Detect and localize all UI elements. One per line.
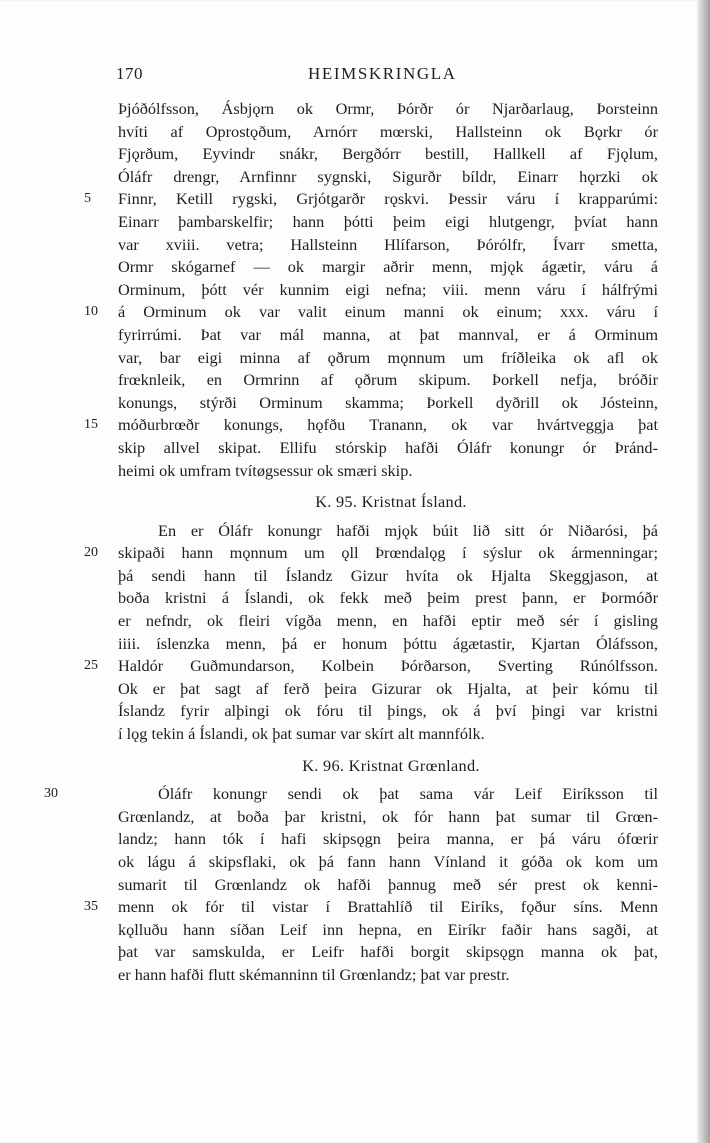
line-number: 15	[84, 417, 98, 433]
text-line: fyrirrúmi. Þat var mál manna, at þat mannval, er á Orminum	[118, 324, 658, 344]
line-number: 10	[84, 304, 98, 320]
text-line: kǫlluðu hann síðan Leif inn hepna, en Eiríkr faðir hans sagði, at	[118, 919, 658, 939]
text-line: Orminum, þótt vér kunnim eigi nefna; viii. menn váru í hálfrými	[118, 279, 658, 299]
line-number: 25	[84, 658, 98, 674]
text-line: Ok er þat sagt af ferð þeira Gizurar ok Hjalta, at þeir kómu til	[118, 678, 658, 698]
page-number: 170	[116, 64, 143, 83]
text-line: Grœnlandz, at boða þar kristni, ok fór hann þat sumar til Grœn-	[118, 806, 658, 826]
text-line: er nefndr, ok fleiri vígða menn, en hafði eptir með sér í gisling	[118, 611, 658, 631]
line-text: menn ok fór til vistar í Brattahlíð til Eiríks, fǫður síns. Menn	[118, 897, 658, 917]
text-line: En er Óláfr konungr hafði mjǫk búit lið sitt ór Niðarósi, þá	[158, 520, 658, 540]
line-text: skipaði hann mǫnnum um ǫll Þrœndalǫg í sýslur ok ármenningar;	[118, 543, 658, 563]
line-text: á Orminum ok var valit einum manni ok einum; xxx. váru í	[118, 302, 658, 322]
text-line: sumarit til Grœnlandz ok hafði þannug með sér prest ok kenni-	[118, 874, 658, 894]
text-line-10	[84, 301, 658, 324]
text-line: boða kristni á Íslandi, ok fekk með þeim prest þann, er Þormóðr	[118, 588, 658, 608]
page-edge-shadow	[700, 0, 710, 1143]
text-line: heimi ok umfram tvítøgsessur ok smæri skip.	[118, 460, 413, 480]
section-greenland	[44, 783, 658, 986]
text-block	[44, 98, 658, 987]
line-text: móðurbrœðr konungs, hǫfðu Tranann, ok var hvártveggja þat	[118, 415, 658, 435]
text-line: frœknleik, en Ormrinn af ǫðrum skipum. Þorkell nefja, bróðir	[118, 370, 658, 390]
text-line: hvíti af Oprostǫðum, Arnórr mœrski, Hallsteinn ok Bǫrkr ór	[118, 121, 658, 141]
text-line: skip allvel skipat. Ellifu stórskip hafði Óláfr konungr ór Þránd-	[118, 437, 658, 457]
text-line: er hann hafði flutt skémanninn til Grœnlandz; þat var prestr.	[118, 964, 510, 984]
text-line: iiii. íslenzka menn, þá er honum þóttu ágætastir, Kjartan Óláfsson,	[118, 633, 658, 653]
text-line-5	[84, 188, 658, 211]
line-number: 5	[84, 191, 91, 207]
line-number: 30	[44, 786, 58, 802]
text-line-25	[84, 655, 658, 678]
chapter-heading: K. 95. Kristnat Ísland.	[315, 492, 467, 512]
running-title: HEIMSKRINGLA	[308, 64, 457, 83]
section-iceland	[84, 520, 658, 746]
text-line-30	[44, 783, 658, 806]
text-line: Óláfr drengr, Arnfinnr sygnski, Sigurðr bíldr, Einarr hǫrzki ok	[118, 166, 658, 186]
text-line: þá sendi hann til Íslandz Gizur hvíta ok Hjalta Skeggjason, at	[118, 565, 658, 585]
text-line: var, bar eigi minna af ǫðrum mǫnnum um fríðleika ok afl ok	[118, 347, 658, 367]
line-text: Óláfr konungr sendi ok þat sama vár Leif Eiríksson til	[158, 784, 658, 804]
text-line: konungs, stýrði Orminum skamma; Þorkell dyðrill ok Jósteinn,	[118, 392, 658, 412]
text-line: Þjóðólfsson, Ásbjǫrn ok Ormr, Þórðr ór Njarðarlaug, Þorsteinn	[118, 99, 658, 118]
text-line: þat var samskulda, er Leifr hafði borgit skipsǫgn manna ok þat,	[118, 942, 658, 962]
text-line: Ormr skógarnef — ok margir aðrir menn, mjǫk ágætir, váru á	[118, 257, 658, 277]
text-line: Íslandz fyrir alþingi ok fóru til þings, ok á því þingi var kristni	[118, 701, 658, 721]
text-line: Fjǫrðum, Eyvindr snákr, Bergðórr bestill, Hallkell af Fjǫlum,	[118, 144, 658, 164]
text-line-20	[84, 542, 658, 565]
text-line: í lǫg tekin á Íslandi, ok þat sumar var skírt alt mannfólk.	[118, 724, 485, 744]
text-line: Einarr þambarskelfir; hann þótti þeim eigi hlutgengr, þvíat hann	[118, 211, 658, 231]
text-line-15	[84, 414, 658, 437]
text-line-35	[84, 896, 658, 919]
chapter-heading: K. 96. Kristnat Grœnland.	[302, 755, 480, 775]
line-number: 20	[84, 545, 98, 561]
line-text: Haldór Guðmundarson, Kolbein Þórðarson, Sverting Rúnólfsson.	[118, 656, 658, 676]
line-text: Finnr, Ketill rygski, Grjótgarðr rǫskvi. Þessir váru í krapparúmi:	[118, 189, 658, 209]
text-line: landz; hann tók í hafi skipsǫgn þeira manna, er þá váru ófœrir	[118, 829, 658, 849]
text-line: ok lágu á skipsflaki, ok þá fann hann Vínland it góða ok kom um	[118, 852, 658, 871]
text-line: var xviii. vetra; Hallsteinn Hlífarson, Þórólfr, Ívarr smetta,	[118, 234, 658, 254]
section-ship-crew	[84, 98, 658, 482]
page-header	[0, 64, 700, 88]
line-number: 35	[84, 899, 98, 915]
